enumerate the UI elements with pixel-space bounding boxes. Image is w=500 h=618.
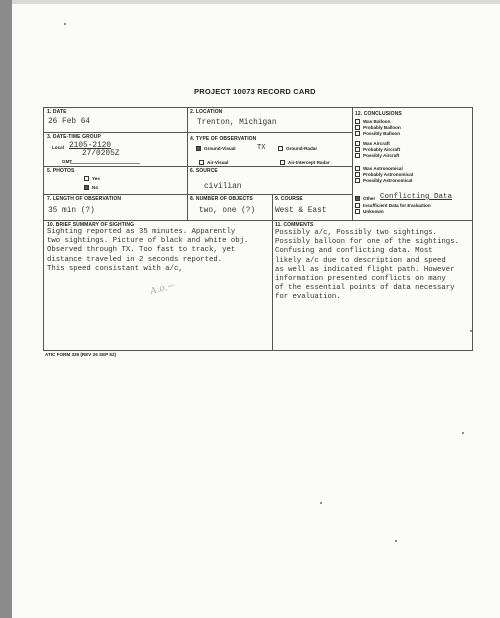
conclusion-unknown-text: Unknown: [363, 209, 384, 214]
checkbox-checked: [355, 196, 360, 201]
conclusions-label: 12. CONCLUSIONS: [355, 111, 402, 117]
course-value: West & East: [275, 207, 327, 215]
conclusion-option: [355, 147, 400, 152]
checkbox: [355, 131, 360, 136]
checkbox: [355, 141, 360, 146]
conclusion-option: [355, 119, 390, 124]
checkbox: [355, 147, 360, 152]
conclusion-text: Probably Aircraft: [363, 147, 401, 152]
comment-line: for evaluation.: [275, 293, 341, 302]
record-card: [43, 107, 473, 351]
comment-line: as well as indicated flight path. However: [275, 265, 455, 274]
card-title: PROJECT 10073 RECORD CARD: [194, 87, 316, 96]
form-number: ATIC FORM 329 (REV 26 SEP 52): [45, 352, 117, 357]
scan-speck: [462, 432, 464, 434]
photos-label: 5. PHOTOS: [47, 168, 75, 174]
summary-line: Observed through TX. Too fast to track, yet: [47, 246, 236, 255]
air-visual-text: Air-Visual: [207, 160, 229, 165]
conclusion-other-text: Other: [363, 196, 376, 201]
conclusion-option: [355, 141, 390, 146]
date-value: 26 Feb 64: [48, 118, 91, 126]
checkbox: [355, 119, 360, 124]
conclusion-option: [355, 166, 403, 171]
gmt-label: GMT: [62, 159, 73, 164]
air-visual-option: [199, 160, 228, 165]
date-label: 1. DATE: [47, 109, 67, 115]
conclusion-text: Was Aircraft: [363, 141, 390, 146]
photos-yes-option: [84, 176, 100, 181]
brief-summary-text: [47, 228, 248, 274]
summary-line: two sightings. Picture of black and white obj.: [47, 237, 249, 246]
faint-handwritten-mark: A.o.~: [149, 280, 176, 298]
conclusion-text: Possibly Aircraft: [363, 153, 400, 158]
conclusion-text: Was Balloon: [363, 119, 391, 124]
comment-line: Confusing and conflicting data. Most: [275, 247, 433, 256]
divider: [44, 220, 472, 221]
conclusion-option: [355, 131, 400, 136]
conclusion-option: [355, 178, 412, 183]
photos-no-text: No: [92, 185, 99, 190]
brief-summary-label: 10. BRIEF SUMMARY OF SIGHTING: [47, 222, 135, 228]
comment-line: Possibly a/c, Possibly two sightings.: [275, 229, 438, 237]
scan-border-left: [0, 0, 12, 618]
conclusion-option: [355, 125, 401, 130]
source-label: 6. SOURCE: [190, 168, 218, 174]
number-of-objects-value: two, one (?): [199, 207, 256, 215]
checkbox: [280, 160, 285, 165]
checkbox: [355, 172, 360, 177]
photos-no-option: [84, 185, 98, 190]
date-time-group-label: 3. DATE-TIME GROUP: [47, 134, 101, 140]
comment-line: Possibly balloon for one of the sightings.: [275, 238, 459, 247]
comments-text: [275, 229, 459, 303]
conclusion-text: Possibly Astronomical: [363, 178, 413, 183]
conclusion-option: [355, 153, 399, 158]
checkbox: [355, 153, 360, 158]
scan-speck: [320, 502, 322, 504]
scan-speck: [395, 540, 397, 542]
location-label: 2. LOCATION: [190, 109, 223, 115]
conclusion-other-option: [355, 196, 375, 201]
ground-visual-mark: TX: [257, 144, 266, 152]
air-intercept-radar-option: [280, 160, 330, 165]
checkbox: [355, 178, 360, 183]
ground-visual-option: [196, 146, 236, 151]
comment-line: likely a/c due to description and speed: [275, 256, 446, 265]
checkbox: [355, 209, 360, 214]
number-of-objects-label: 8. NUMBER OF OBJECTS: [190, 196, 253, 202]
divider: [352, 108, 353, 220]
checkbox: [199, 160, 204, 165]
conclusion-unknown-option: [355, 209, 384, 214]
checkbox: [355, 125, 360, 130]
summary-line: This speed consistant with a/c,: [47, 264, 183, 273]
summary-line: distance traveled in 2 seconds reported.: [47, 255, 223, 264]
conclusion-text: Possibly Balloon: [363, 131, 401, 136]
scan-speck: [470, 330, 472, 332]
conclusion-option: [355, 172, 413, 177]
checkbox: [84, 176, 89, 181]
checkbox: [355, 203, 360, 208]
ground-radar-option: [278, 146, 317, 151]
comments-label: 11. COMMENTS: [275, 222, 314, 228]
summary-line: Sighting reported as 35 minutes. Apparently: [47, 228, 236, 236]
divider: [44, 194, 352, 195]
course-label: 9. COURSE: [275, 196, 303, 202]
gmt-underline: [70, 163, 140, 164]
conclusion-text: Was Astronomical: [363, 166, 403, 171]
location-value: Trenton, Michigan: [197, 119, 277, 127]
source-value: civilian: [204, 183, 242, 191]
ground-visual-text: Ground-Visual: [204, 146, 236, 151]
divider: [272, 194, 273, 220]
conclusion-other-value: Conflicting Data: [380, 193, 453, 201]
checkbox-checked: [196, 146, 201, 151]
scan-border-top: [12, 0, 500, 4]
comment-line: of the essential points of data necessary: [275, 284, 455, 293]
checkbox: [278, 146, 283, 151]
conclusion-insufficient-option: [355, 203, 431, 208]
ground-radar-text: Ground-Radar: [286, 146, 318, 151]
comment-line: information presented conflicts on many: [275, 275, 446, 284]
conclusion-insufficient-text: Insufficient Data for Evaluation: [363, 203, 431, 208]
photos-yes-text: Yes: [92, 176, 100, 181]
local-label: Local: [52, 145, 64, 150]
local-time-value: 2105-2120: [69, 142, 112, 150]
length-of-observation-value: 35 min (?): [48, 207, 95, 215]
checkbox-checked: [84, 185, 89, 190]
conclusion-text: Probably Astronomical: [363, 172, 414, 177]
length-of-observation-label: 7. LENGTH OF OBSERVATION: [47, 196, 122, 202]
divider: [272, 220, 273, 350]
conclusion-text: Probably Balloon: [363, 125, 401, 130]
air-intercept-radar-text: Air-Intercept Radar: [288, 160, 330, 165]
gmt-value: 27/0205Z: [82, 150, 120, 158]
scan-speck: [64, 23, 66, 25]
divider: [187, 108, 188, 220]
checkbox: [355, 166, 360, 171]
type-of-observation-label: 4. TYPE OF OBSERVATION: [190, 136, 257, 142]
divider: [44, 132, 352, 133]
divider: [44, 166, 352, 167]
